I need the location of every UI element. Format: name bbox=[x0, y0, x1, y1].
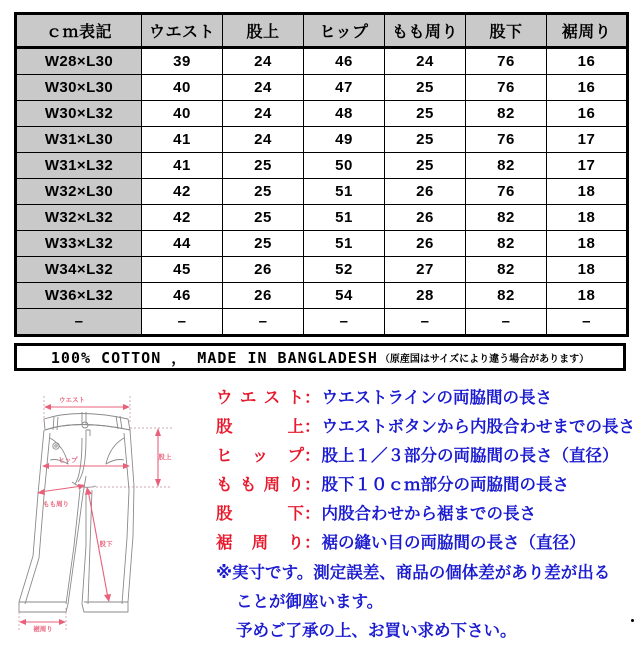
cell-waist: 39 bbox=[142, 48, 223, 75]
jeans-diagram-svg bbox=[6, 386, 216, 638]
cell-hem: 16 bbox=[547, 48, 628, 75]
disclaimer-line: ※実寸です。測定誤差、商品の個体差があり差が出る bbox=[216, 558, 640, 587]
diagram-label-rise: 股上 bbox=[159, 452, 173, 461]
cell-waist: 40 bbox=[142, 75, 223, 101]
size-table-section bbox=[14, 12, 626, 371]
definition-description: 股下１０ｃｍ部分の両脇間の長さ bbox=[322, 471, 640, 495]
cell-rise: 26 bbox=[223, 283, 304, 309]
cell-inseam: 76 bbox=[466, 75, 547, 101]
definition-colon: ： bbox=[304, 471, 322, 495]
definition-colon: ： bbox=[304, 384, 322, 408]
cell-waist: 40 bbox=[142, 101, 223, 127]
cell-inseam: 82 bbox=[466, 231, 547, 257]
table-row bbox=[16, 153, 628, 179]
definition-term bbox=[216, 471, 304, 495]
cell-hem: 18 bbox=[547, 257, 628, 283]
cell-rise: 26 bbox=[223, 257, 304, 283]
definition-term-char: ウ bbox=[216, 384, 233, 408]
definition-term-char: も bbox=[240, 471, 257, 495]
definition-term-char: ッ bbox=[252, 442, 269, 466]
cell-rise: 25 bbox=[223, 231, 304, 257]
cell-size: W32×L30 bbox=[16, 179, 142, 205]
cell-hip: 51 bbox=[304, 205, 385, 231]
column-header-hem: 裾周り bbox=[547, 14, 628, 48]
cell-inseam: 76 bbox=[466, 179, 547, 205]
disclaimer-line: 予めご了承の上、お買い求め下さい。 bbox=[216, 616, 640, 645]
cell-size: W28×L30 bbox=[16, 48, 142, 75]
definition-term-char: 下 bbox=[288, 500, 305, 524]
cell-waist: 41 bbox=[142, 153, 223, 179]
definition-term-char: 周 bbox=[264, 471, 281, 495]
material-origin-sub-text: （原産国はサイズにより違う場合があります） bbox=[380, 350, 589, 365]
definition-term bbox=[216, 442, 304, 466]
cell-hem: 17 bbox=[547, 127, 628, 153]
cell-thigh: 25 bbox=[385, 101, 466, 127]
definition-colon: ： bbox=[304, 500, 322, 524]
cell-waist: 45 bbox=[142, 257, 223, 283]
column-header-inseam: 股下 bbox=[466, 14, 547, 48]
cell-hem: 18 bbox=[547, 205, 628, 231]
size-chart-table bbox=[14, 12, 629, 337]
definition-term bbox=[216, 384, 304, 408]
cell-thigh: 24 bbox=[385, 48, 466, 75]
definition-term-char: エ bbox=[240, 384, 257, 408]
cell-size: W31×L30 bbox=[16, 127, 142, 153]
definition-row bbox=[216, 500, 640, 529]
table-row bbox=[16, 179, 628, 205]
definition-term-char: 股 bbox=[216, 413, 233, 437]
definition-description: 股上１／３部分の両脇間の長さ（直径） bbox=[322, 442, 640, 466]
cell-rise: 24 bbox=[223, 101, 304, 127]
cell-waist: 42 bbox=[142, 205, 223, 231]
cell-thigh: 26 bbox=[385, 231, 466, 257]
table-row bbox=[16, 75, 628, 101]
cell-inseam: 82 bbox=[466, 205, 547, 231]
definition-term-char: プ bbox=[288, 442, 305, 466]
cell-size: W33×L32 bbox=[16, 231, 142, 257]
cell-rise: 25 bbox=[223, 179, 304, 205]
cell-size: – bbox=[16, 309, 142, 336]
definition-term bbox=[216, 500, 304, 524]
definition-description: ウエストラインの両脇間の長さ bbox=[322, 384, 640, 408]
cell-thigh: 25 bbox=[385, 153, 466, 179]
definition-description: 内股合わせから裾までの長さ bbox=[322, 500, 640, 524]
diagram-label-waist: ウエスト bbox=[59, 395, 85, 404]
cell-inseam: 82 bbox=[466, 153, 547, 179]
definition-term-char: り bbox=[288, 529, 305, 553]
cell-hem: 16 bbox=[547, 75, 628, 101]
cell-size: W30×L32 bbox=[16, 101, 142, 127]
cell-waist: 46 bbox=[142, 283, 223, 309]
definition-term-char: ス bbox=[264, 384, 281, 408]
material-origin-note bbox=[14, 343, 626, 371]
cell-hip: 48 bbox=[304, 101, 385, 127]
table-row bbox=[16, 205, 628, 231]
cell-rise: – bbox=[223, 309, 304, 336]
diagram-label-inseam: 股下 bbox=[100, 539, 114, 548]
definition-term-char: ヒ bbox=[216, 442, 233, 466]
table-header-row bbox=[16, 14, 628, 48]
table-row bbox=[16, 309, 628, 336]
definition-term-char: ト bbox=[287, 384, 304, 408]
cell-inseam: 76 bbox=[466, 127, 547, 153]
corner-dot-marker bbox=[631, 619, 634, 622]
cell-size: W32×L32 bbox=[16, 205, 142, 231]
cell-inseam: 76 bbox=[466, 48, 547, 75]
cell-hip: – bbox=[304, 309, 385, 336]
cell-waist: – bbox=[142, 309, 223, 336]
cell-inseam: 82 bbox=[466, 101, 547, 127]
cell-thigh: 25 bbox=[385, 127, 466, 153]
cell-rise: 24 bbox=[223, 127, 304, 153]
jeans-measurement-diagram bbox=[6, 386, 216, 638]
cell-hip: 52 bbox=[304, 257, 385, 283]
cell-hem: 18 bbox=[547, 231, 628, 257]
cell-rise: 24 bbox=[223, 48, 304, 75]
column-header-rise: 股上 bbox=[223, 14, 304, 48]
cell-hem: – bbox=[547, 309, 628, 336]
column-header-size: ｃｍ表記 bbox=[16, 14, 142, 48]
cell-inseam: 82 bbox=[466, 257, 547, 283]
cell-inseam: 82 bbox=[466, 283, 547, 309]
table-row bbox=[16, 48, 628, 75]
cell-hip: 49 bbox=[304, 127, 385, 153]
table-row bbox=[16, 231, 628, 257]
definition-term-char: も bbox=[216, 471, 233, 495]
definition-colon: ： bbox=[304, 442, 322, 466]
definition-row bbox=[216, 442, 640, 471]
diagram-label-hip: ヒップ bbox=[58, 455, 78, 464]
definition-colon: ： bbox=[304, 529, 322, 553]
material-origin-main-text: 100% COTTON ， MADE IN BANGLADESH bbox=[51, 347, 378, 368]
cell-hip: 50 bbox=[304, 153, 385, 179]
definition-term-char: 股 bbox=[216, 500, 233, 524]
column-header-hip: ヒップ bbox=[304, 14, 385, 48]
cell-hip: 51 bbox=[304, 179, 385, 205]
cell-hip: 54 bbox=[304, 283, 385, 309]
cell-hem: 18 bbox=[547, 283, 628, 309]
cell-rise: 25 bbox=[223, 153, 304, 179]
cell-thigh: 27 bbox=[385, 257, 466, 283]
diagram-label-thigh: もも周り bbox=[43, 499, 69, 508]
cell-rise: 25 bbox=[223, 205, 304, 231]
cell-hip: 47 bbox=[304, 75, 385, 101]
cell-inseam: – bbox=[466, 309, 547, 336]
cell-thigh: 28 bbox=[385, 283, 466, 309]
definition-row bbox=[216, 384, 640, 413]
table-row bbox=[16, 101, 628, 127]
definition-row bbox=[216, 413, 640, 442]
cell-hip: 51 bbox=[304, 231, 385, 257]
cell-hip: 46 bbox=[304, 48, 385, 75]
definition-row bbox=[216, 529, 640, 558]
definition-term-char: 周 bbox=[252, 529, 269, 553]
measurement-definitions-list bbox=[216, 384, 640, 645]
cell-thigh: 25 bbox=[385, 75, 466, 101]
table-row bbox=[16, 257, 628, 283]
cell-size: W36×L32 bbox=[16, 283, 142, 309]
column-header-thigh: もも周り bbox=[385, 14, 466, 48]
cell-hem: 18 bbox=[547, 179, 628, 205]
cell-hem: 17 bbox=[547, 153, 628, 179]
column-header-waist: ウエスト bbox=[142, 14, 223, 48]
table-row bbox=[16, 127, 628, 153]
cell-waist: 41 bbox=[142, 127, 223, 153]
definition-term bbox=[216, 529, 304, 553]
disclaimer-line: ことが御座います。 bbox=[216, 587, 640, 616]
diagram-label-hem: 裾周り bbox=[33, 624, 53, 633]
definition-term-char: り bbox=[287, 471, 304, 495]
definition-description: 裾の縫い目の両脇間の長さ（直径） bbox=[322, 529, 640, 553]
cell-rise: 24 bbox=[223, 75, 304, 101]
cell-size: W30×L30 bbox=[16, 75, 142, 101]
definition-row bbox=[216, 471, 640, 500]
cell-size: W31×L32 bbox=[16, 153, 142, 179]
definition-term bbox=[216, 413, 304, 437]
cell-waist: 44 bbox=[142, 231, 223, 257]
cell-thigh: – bbox=[385, 309, 466, 336]
definition-term-char: 裾 bbox=[216, 529, 233, 553]
cell-thigh: 26 bbox=[385, 205, 466, 231]
cell-thigh: 26 bbox=[385, 179, 466, 205]
measurement-guide-section bbox=[0, 384, 640, 640]
cell-waist: 42 bbox=[142, 179, 223, 205]
definition-colon: ： bbox=[304, 413, 322, 437]
table-row bbox=[16, 283, 628, 309]
cell-size: W34×L32 bbox=[16, 257, 142, 283]
definition-description: ウエストボタンから内股合わせまでの長さ bbox=[322, 413, 640, 437]
definition-term-char: 上 bbox=[288, 413, 305, 437]
cell-hem: 16 bbox=[547, 101, 628, 127]
